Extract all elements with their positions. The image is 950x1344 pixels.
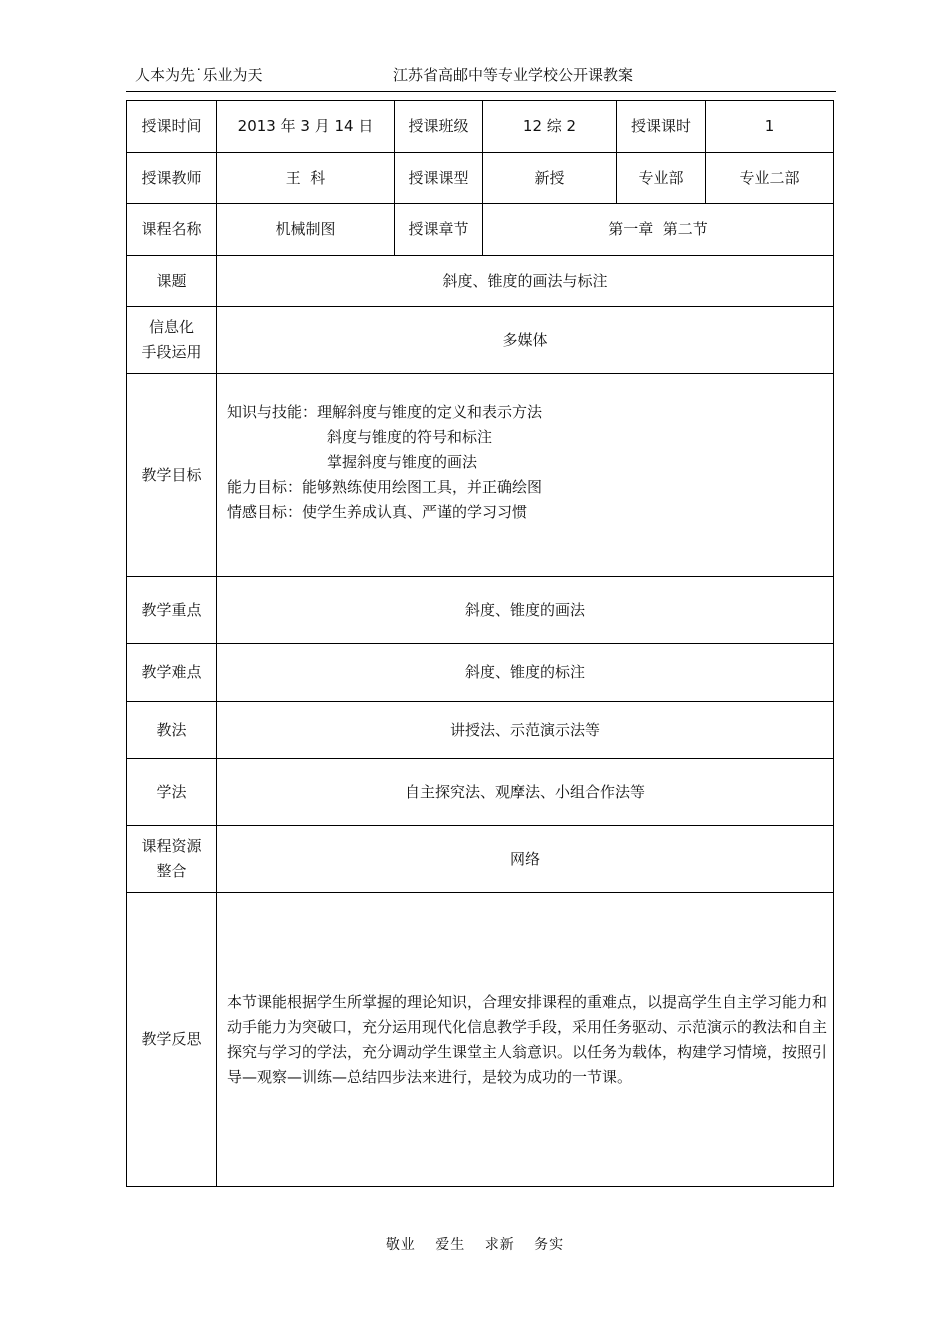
time-label: 授课时间 (127, 101, 217, 153)
row-difficulties (127, 644, 834, 702)
objective-line: 能力目标：能够熟练使用绘图工具，并正确绘图 (227, 477, 543, 496)
dept-label: 专业部 (617, 153, 706, 204)
row-key-points (127, 577, 834, 644)
chapter-label: 授课章节 (395, 204, 483, 256)
learning-method-value: 自主探究法、观摩法、小组合作法等 (217, 759, 834, 826)
objective-line: 斜度与锥度的符号和标注 (327, 427, 493, 446)
row-topic (127, 256, 834, 307)
footer-word: 爱生 (435, 1237, 466, 1253)
footer-motto (0, 1234, 950, 1254)
header-divider (126, 91, 836, 92)
teacher-value: 王 科 (217, 153, 395, 204)
row-media (127, 307, 834, 374)
topic-value: 斜度、锥度的画法与标注 (217, 256, 834, 307)
dept-value: 专业二部 (706, 153, 834, 204)
resources-value: 网络 (217, 826, 834, 893)
row-course (127, 204, 834, 256)
teacher-label: 授课教师 (127, 153, 217, 204)
key-points-label: 教学重点 (127, 577, 217, 644)
learning-method-label: 学法 (127, 759, 217, 826)
resources-label (127, 826, 217, 893)
class-label: 授课班级 (395, 101, 483, 153)
class-value: 12 综 2 (483, 101, 617, 153)
header-school-title: 江苏省高邮中等专业学校公开课教案 (393, 66, 634, 84)
header-motto: 人本为先˙乐业为天 (135, 66, 263, 84)
footer-word: 敬业 (385, 1237, 416, 1253)
row-objectives (127, 374, 834, 577)
resources-label-line1: 课程资源 (141, 837, 202, 855)
topic-label: 课题 (127, 256, 217, 307)
row-teaching-method (127, 702, 834, 759)
row-learning-method (127, 759, 834, 826)
objective-line: 掌握斜度与锥度的画法 (327, 452, 478, 471)
media-label-line2: 手段运用 (141, 343, 202, 361)
course-value: 机械制图 (217, 204, 395, 256)
type-value: 新授 (483, 153, 617, 204)
difficulties-label: 教学难点 (127, 644, 217, 702)
reflection-label: 教学反思 (127, 893, 217, 1187)
objective-line: 情感目标：使学生养成认真、严谨的学习习惯 (227, 502, 528, 521)
row-time (127, 101, 834, 153)
hours-value: 1 (706, 101, 834, 153)
objective-line: 知识与技能：理解斜度与锥度的定义和表示方法 (227, 402, 543, 421)
footer-word: 务实 (534, 1237, 565, 1253)
media-label-line1: 信息化 (148, 318, 194, 336)
teaching-method-label: 教法 (127, 702, 217, 759)
media-value: 多媒体 (217, 307, 834, 374)
teaching-method-value: 讲授法、示范演示法等 (217, 702, 834, 759)
hours-label: 授课课时 (617, 101, 706, 153)
row-resources (127, 826, 834, 893)
row-teacher (127, 153, 834, 204)
difficulties-value: 斜度、锥度的标注 (217, 644, 834, 702)
type-label: 授课课型 (395, 153, 483, 204)
lesson-plan-table (126, 100, 834, 1187)
key-points-value: 斜度、锥度的画法 (217, 577, 834, 644)
media-label (127, 307, 217, 374)
footer-word: 求新 (484, 1237, 515, 1253)
course-label: 课程名称 (127, 204, 217, 256)
row-reflection (127, 893, 834, 1187)
objectives-label: 教学目标 (127, 374, 217, 577)
chapter-value: 第一章 第二节 (483, 204, 834, 256)
objectives-content (217, 374, 834, 577)
resources-label-line2: 整合 (156, 862, 187, 880)
time-value: 2013 年 3 月 14 日 (217, 101, 395, 153)
reflection-text: 本节课能根据学生所掌握的理论知识，合理安排课程的重难点，以提高学生自主学习能力和动手能力为突破口，充分运用现代化信息教学手段，采用任务驱动、示范演示的教法和自主探究与学习的学法，充分调动学生课堂主人翁意识。以任务为载体，构建学习情境，按照引导—观察—训练—总结四步法来进行，是较为成功的一节课。 (217, 893, 834, 1187)
